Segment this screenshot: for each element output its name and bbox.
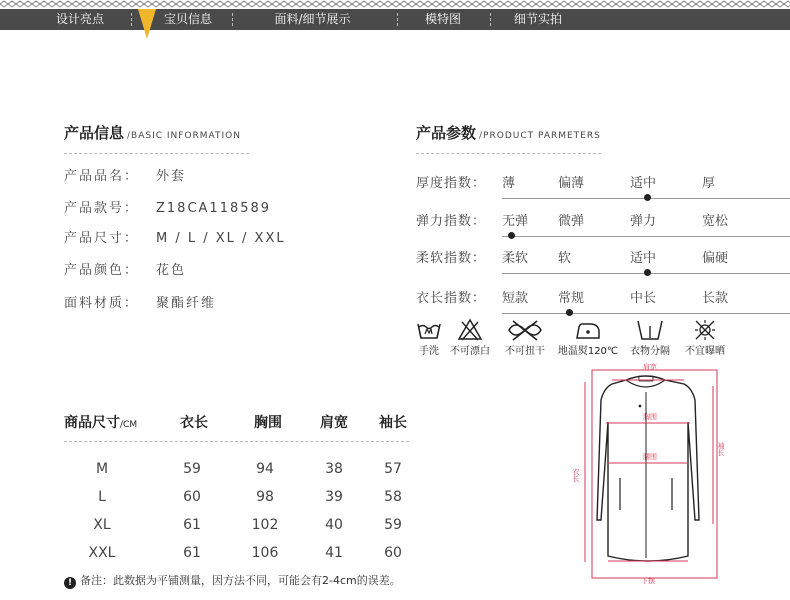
param-option: 偏薄 [558,176,585,191]
coat-measurement-diagram [568,360,733,585]
param-label: 衣长指数： [416,291,487,306]
care-no-sun: 不宜曝晒 [680,318,730,357]
label-hem: 下摆 [641,577,655,585]
no-wring-icon [505,318,545,342]
size-value: 60 [384,545,402,561]
size-value: 39 [325,489,343,505]
param-option: 短款 [502,291,529,306]
nav-item-product-info[interactable]: 宝贝信息 [163,12,212,26]
divider [416,153,601,154]
nav-separator [397,13,398,26]
param-label: 厚度指数： [416,176,487,191]
info-row-style-no: 产品款号： Z18CA118589 [64,201,272,216]
no-bleach-icon [457,318,483,342]
hand-wash-icon [416,318,442,342]
nav-item-model-photos[interactable]: 模特图 [424,12,461,26]
param-option: 宽松 [702,214,729,229]
size-value: 38 [325,461,343,477]
param-option: 柔软 [502,251,529,266]
divider [64,153,249,154]
size-value: 41 [325,545,343,561]
param-row [416,172,736,194]
info-row-sizes: 产品尺寸： M / L / XL / XXL [64,231,286,246]
label-shoulder: 肩宽 [643,363,657,371]
param-option: 软 [558,251,572,266]
size-value: 59 [384,517,402,533]
param-label: 柔软指数： [416,251,487,266]
param-label: 弹力指数： [416,214,487,229]
size-label: XXL [88,545,116,561]
col-header-sleeve: 袖长 [379,415,407,431]
separate-wash-icon [635,318,665,342]
nav-separator [232,13,233,26]
param-option: 长款 [702,291,729,306]
label-waist: 腰围 [643,453,657,461]
care-hand-wash: 手洗 [414,318,444,357]
size-value: 94 [256,461,274,477]
param-option: 无弹 [502,214,529,229]
size-label: M [95,461,109,477]
size-value: 102 [251,517,279,533]
care-no-bleach: 不可漂白 [445,318,495,357]
info-row-name: 产品品名： 外套 [64,169,187,184]
param-scale-line [502,236,790,237]
size-value: 61 [183,545,201,561]
param-option: 薄 [502,176,516,191]
product-params-title: 产品参数 /PRODUCT PARMETERS [416,124,601,142]
size-table-title: 商品尺寸/CM [64,415,138,431]
param-option: 微弹 [558,214,585,229]
active-tab-arrow-icon [138,9,156,39]
size-label: L [98,489,106,505]
param-option: 偏硬 [702,251,729,266]
size-value: 57 [384,461,402,477]
param-scale-line [502,313,790,314]
size-value: 60 [183,489,201,505]
size-value: 59 [183,461,201,477]
size-label: XL [93,517,111,533]
nav-item-detail-shots[interactable]: 细节实拍 [513,12,562,26]
no-sun-icon [692,318,718,342]
info-row-color: 产品颜色： 花色 [64,263,187,278]
param-selected-marker [566,309,573,316]
size-value: 40 [325,517,343,533]
param-option: 中长 [630,291,657,306]
size-value: 58 [384,489,402,505]
info-row-material: 面料材质： 聚酯纤维 [64,296,217,311]
param-row [416,210,736,232]
label-sleeve: 袖长 [717,442,725,456]
param-option: 常规 [558,291,585,306]
low-iron-icon [573,318,603,342]
param-option: 弹力 [630,214,657,229]
basic-info-title: 产品信息 /BASIC INFORMATION [64,124,241,142]
col-header-length: 衣长 [180,415,208,431]
divider [64,441,409,442]
col-header-chest: 胸围 [254,415,282,431]
param-option: 适中 [630,251,657,266]
param-option: 适中 [630,176,657,191]
nav-separator [131,13,132,26]
care-separate: 衣物分隔 [624,318,676,357]
care-iron: 地温熨120℃ [556,318,620,357]
nav-item-design-highlights[interactable]: 设计亮点 [55,12,104,26]
nav-band [0,9,790,30]
measurement-note: ! 备注：此数据为平铺测量，因方法不同，可能会有2-4cm的误差。 [64,572,401,589]
size-value: 61 [183,517,201,533]
size-value: 98 [256,489,274,505]
top-nav [0,0,790,30]
param-option: 厚 [702,176,716,191]
param-selected-marker [508,232,515,239]
nav-item-fabric-details[interactable]: 面料/细节展示 [274,12,351,26]
nav-separator [490,13,491,26]
param-row [416,287,736,309]
label-length: 衣长 [572,468,580,482]
warning-icon: ! [64,577,76,589]
param-row [416,247,736,269]
zigzag-border [0,0,790,9]
col-header-shoulder: 肩宽 [320,415,348,431]
care-no-wring: 不可扭干 [499,318,551,357]
size-value: 106 [251,545,279,561]
param-selected-marker [644,194,651,201]
param-selected-marker [644,269,651,276]
label-chest: 胸围 [643,413,657,421]
